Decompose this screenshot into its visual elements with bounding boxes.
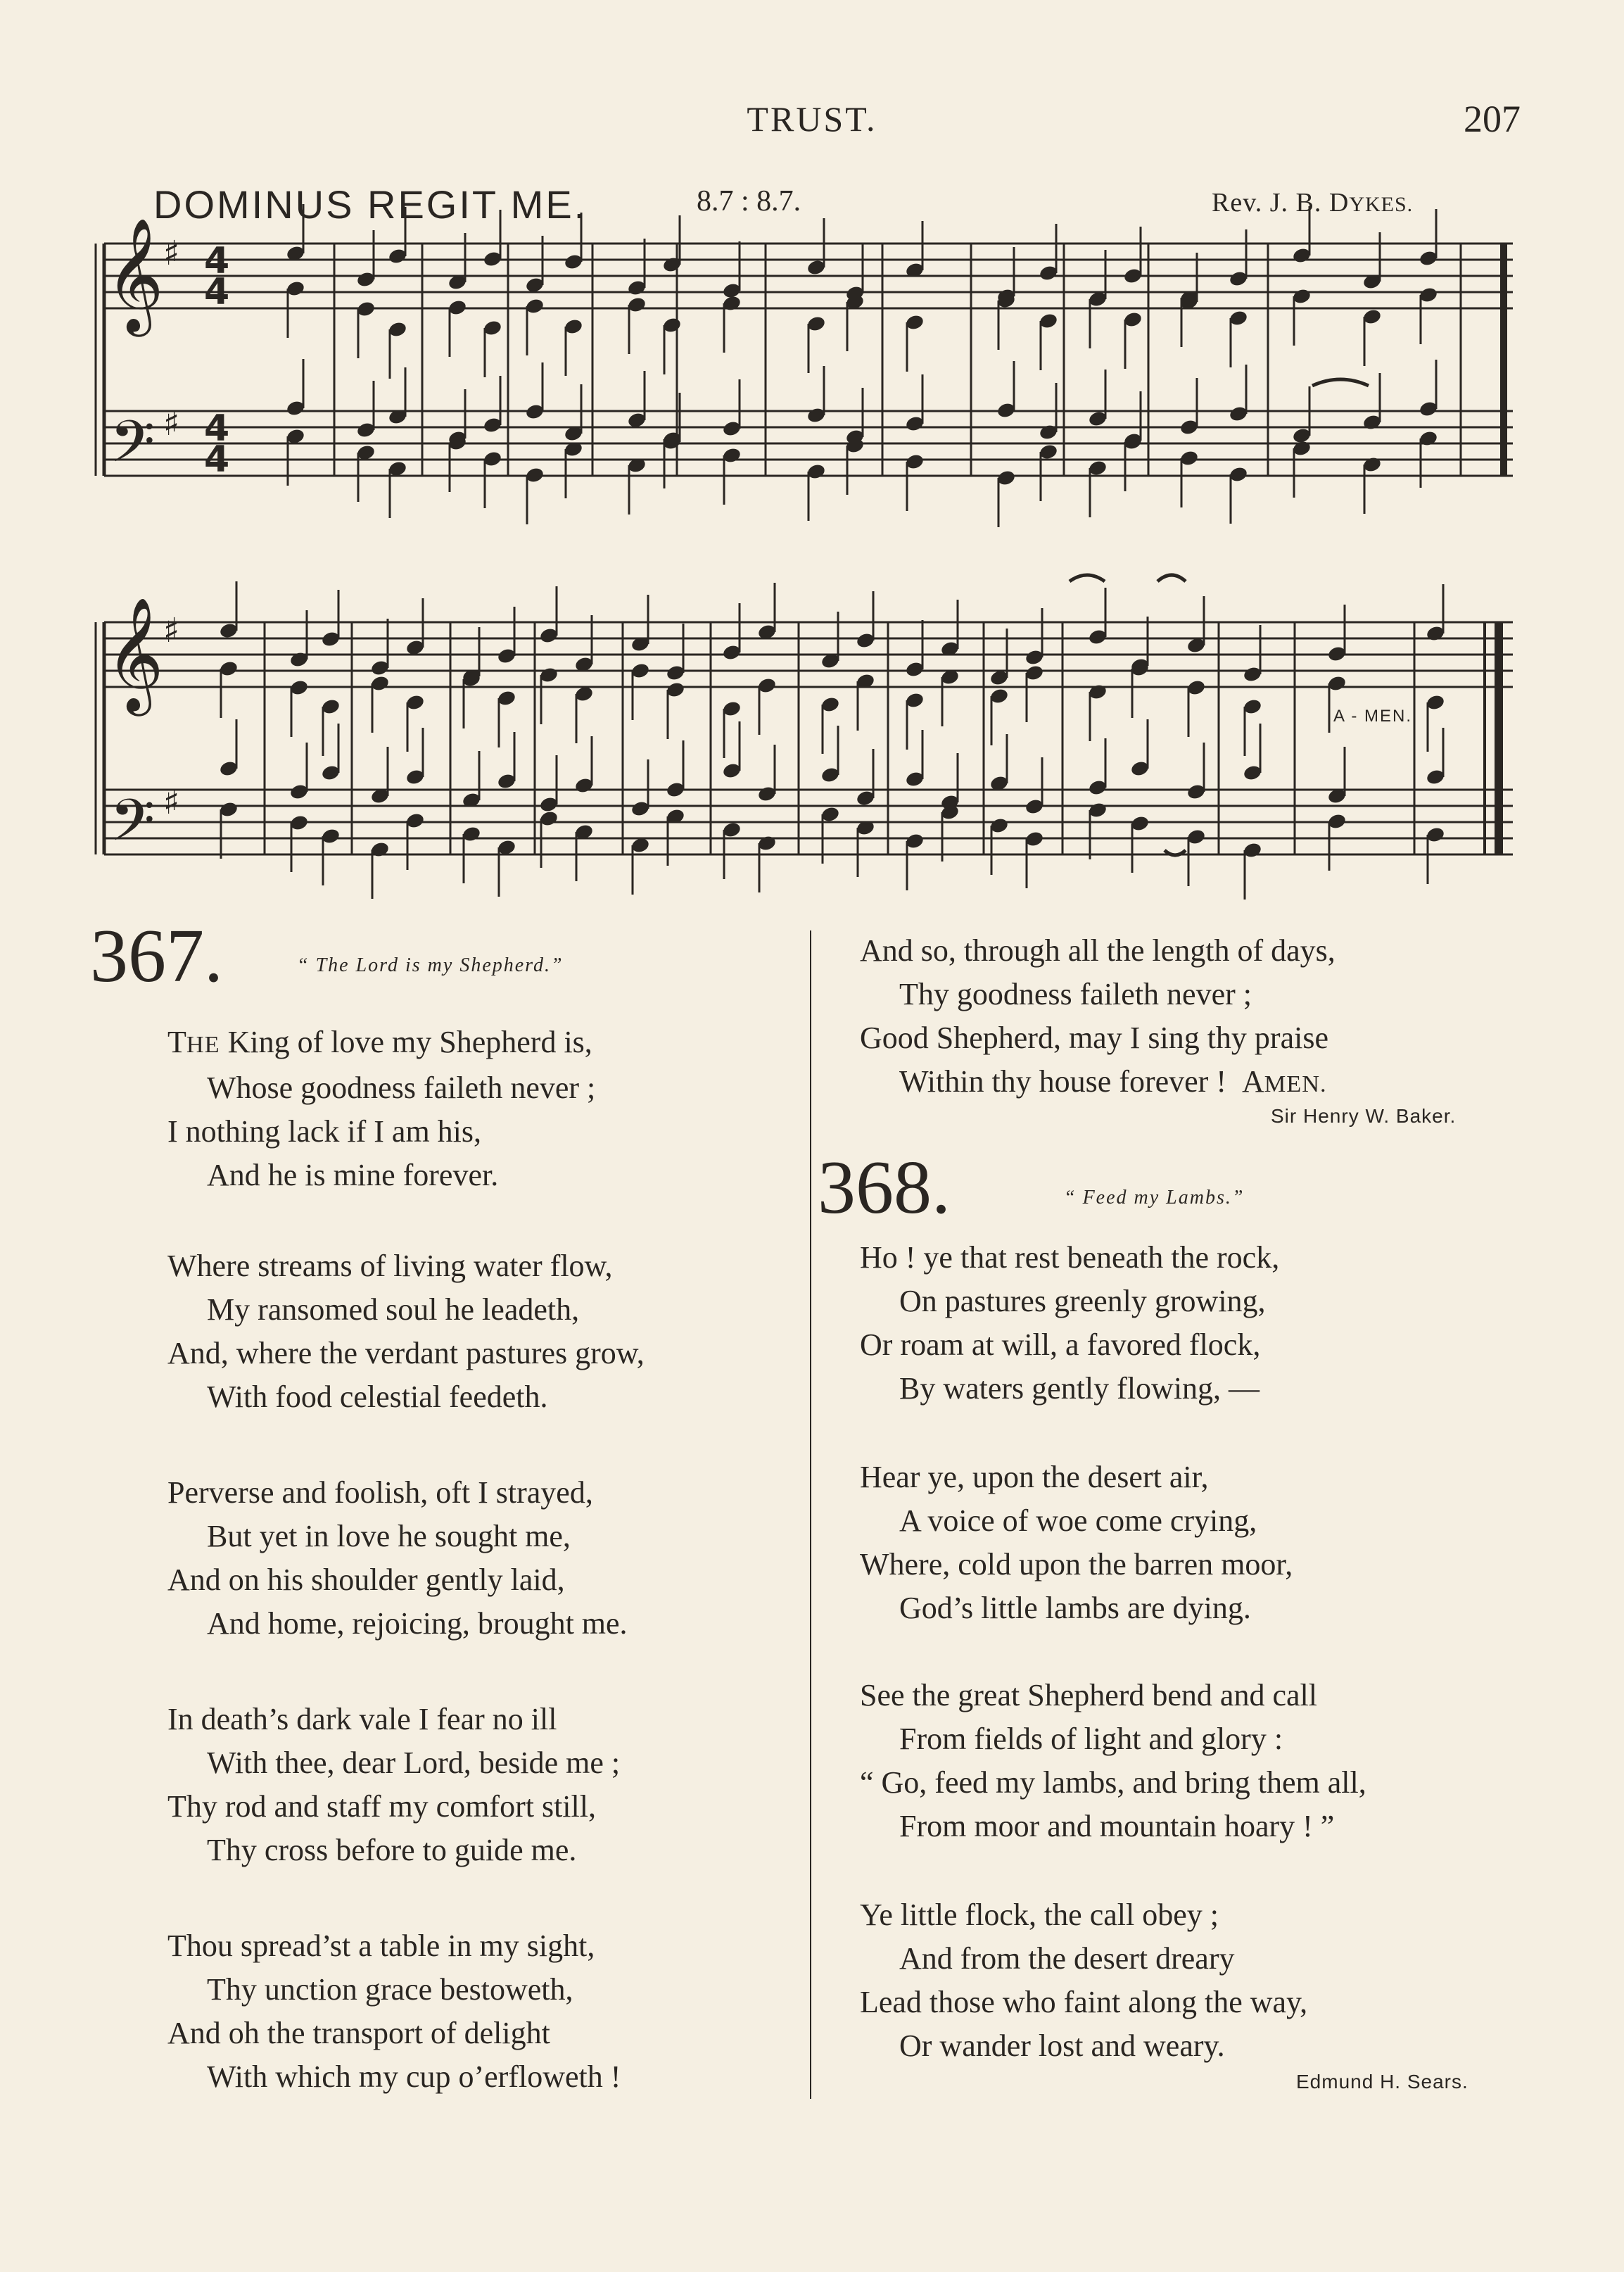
verse-line: By waters gently flowing, — — [899, 1371, 1260, 1406]
verse-line: Thy cross before to guide me. — [207, 1833, 577, 1867]
column-divider — [810, 930, 811, 2099]
stanza-367-3 — [167, 1471, 628, 1646]
time-signature-bottom: 4 — [204, 438, 230, 481]
time-signature-bottom: 4 — [204, 271, 230, 313]
verse-line: I nothing lack if I am his, — [167, 1114, 482, 1149]
drop-cap: T — [167, 1025, 186, 1059]
composer-prefix: Rev. J. B. D — [1212, 188, 1350, 217]
verse-line: Good Shepherd, may I sing thy praise — [860, 1021, 1328, 1055]
stanza-367-1 — [167, 1021, 595, 1197]
stanza-368-2 — [860, 1456, 1293, 1630]
verse-line: From moor and mountain hoary ! ” — [899, 1809, 1335, 1843]
stanza-367-5 — [167, 1924, 621, 2099]
amen-lyric: A - MEN. — [1333, 707, 1413, 726]
fermata-icon — [1165, 850, 1186, 855]
clefs — [106, 217, 229, 869]
verse-line: But yet in love he sought me, — [207, 1519, 571, 1553]
verse-line: And so, through all the length of days, — [860, 933, 1336, 968]
verse-line: Within thy house forever ! AMEN. — [899, 1064, 1327, 1099]
verse-line: Thou spread’st a table in my sight, — [167, 1929, 595, 1963]
verse-line: THE King of love my Shepherd is, — [167, 1025, 592, 1059]
verse-line: Lead those who faint along the way, — [860, 1985, 1308, 2019]
verse-line: And from the desert dreary — [899, 1941, 1235, 1976]
page-number: 207 — [1464, 98, 1521, 140]
music-score — [0, 0, 1624, 908]
hymn-number-367: 367. — [90, 914, 223, 998]
treble-clef-icon: 𝄞 — [106, 217, 164, 332]
stanza-368-4 — [860, 1893, 1307, 2068]
verse-line: And home, rejoicing, brought me. — [207, 1606, 628, 1641]
verse-line: And he is mine forever. — [207, 1158, 499, 1192]
verse-line: Hear ye, upon the desert air, — [860, 1460, 1209, 1494]
verse-line: Ho ! ye that rest beneath the rock, — [860, 1240, 1280, 1275]
verse-line: With thee, dear Lord, beside me ; — [207, 1746, 621, 1780]
composer-rest: YKES. — [1349, 193, 1414, 216]
bass-clef-icon: 𝄢 — [110, 408, 156, 490]
verse-line: With food celestial feedeth. — [207, 1380, 548, 1414]
tune-meter: 8.7 : 8.7. — [697, 185, 801, 217]
verse-line: Or roam at will, a favored flock, — [860, 1327, 1261, 1362]
verse-line: A voice of woe come crying, — [899, 1503, 1257, 1538]
bass-clef-icon: 𝄢 — [110, 786, 156, 869]
verse-line: “ Go, feed my lambs, and bring them all, — [860, 1765, 1366, 1800]
verse-line: My ransomed soul he leadeth, — [207, 1292, 580, 1327]
verse-line: Perverse and foolish, oft I strayed, — [167, 1475, 593, 1510]
slur-icon — [1312, 379, 1369, 386]
verse-line: And, where the verdant pastures grow, — [167, 1336, 645, 1370]
fermata-icon — [1157, 575, 1186, 581]
stanza-367-4 — [167, 1698, 620, 1872]
time-signature-top: 4 — [204, 408, 230, 450]
sharp-icon: ♯ — [163, 404, 180, 443]
amen-small-caps: MEN. — [1264, 1071, 1327, 1097]
sharp-icon: ♯ — [163, 611, 180, 650]
time-signature-top: 4 — [204, 240, 230, 282]
verse-line: Ye little flock, the call obey ; — [860, 1898, 1219, 1932]
verse-line: And oh the transport of delight — [167, 2016, 550, 2050]
stanza-367-2 — [167, 1244, 645, 1419]
hymn-title-368: “ Feed my Lambs.” — [1064, 1187, 1245, 1208]
sharp-icon: ♯ — [163, 234, 180, 273]
final-bar-line — [1500, 244, 1507, 476]
stanza-368-3 — [860, 1674, 1366, 1848]
verse-line: Thy goodness faileth never ; — [899, 977, 1252, 1011]
verse-line: Where, cold upon the barren moor, — [860, 1547, 1293, 1582]
verse-line: On pastures greenly growing, — [899, 1284, 1266, 1318]
author-367: Sir Henry W. Baker. — [1271, 1105, 1457, 1127]
author-368: Edmund H. Sears. — [1296, 2071, 1468, 2093]
verse-line: God’s little lambs are dying. — [899, 1591, 1251, 1625]
verse-line: And on his shoulder gently laid, — [167, 1563, 565, 1597]
hymn-number-368: 368. — [818, 1146, 951, 1230]
sharp-icon: ♯ — [163, 783, 180, 822]
verse-line: From fields of light and glory : — [899, 1722, 1283, 1756]
verse-line: Where streams of living water flow, — [167, 1249, 613, 1283]
tune-name: DOMINUS REGIT ME. — [153, 182, 588, 227]
fermata-icon — [1070, 575, 1105, 581]
verse-line: Whose goodness faileth never ; — [207, 1071, 596, 1105]
final-bar-line — [1495, 622, 1503, 854]
verse-line: Thy rod and staff my comfort still, — [167, 1789, 596, 1824]
verse-line: Or wander lost and weary. — [899, 2028, 1225, 2063]
stanza-368-1 — [860, 1236, 1279, 1410]
note-heads — [219, 244, 1446, 859]
verse-line: Thy unction grace bestoweth, — [207, 1972, 573, 2007]
verse-line: See the great Shepherd bend and call — [860, 1678, 1317, 1712]
amen-cap: A — [1242, 1064, 1264, 1099]
running-title: TRUST. — [747, 99, 877, 139]
small-caps: HE — [186, 1031, 220, 1058]
stanza-367-6 — [860, 929, 1336, 1106]
treble-clef-icon: 𝄞 — [106, 597, 164, 712]
hymn-title-367: “ The Lord is my Shepherd.” — [297, 954, 564, 976]
verse-line: In death’s dark vale I fear no ill — [167, 1702, 557, 1736]
verse-line: With which my cup o’erfloweth ! — [207, 2059, 621, 2094]
